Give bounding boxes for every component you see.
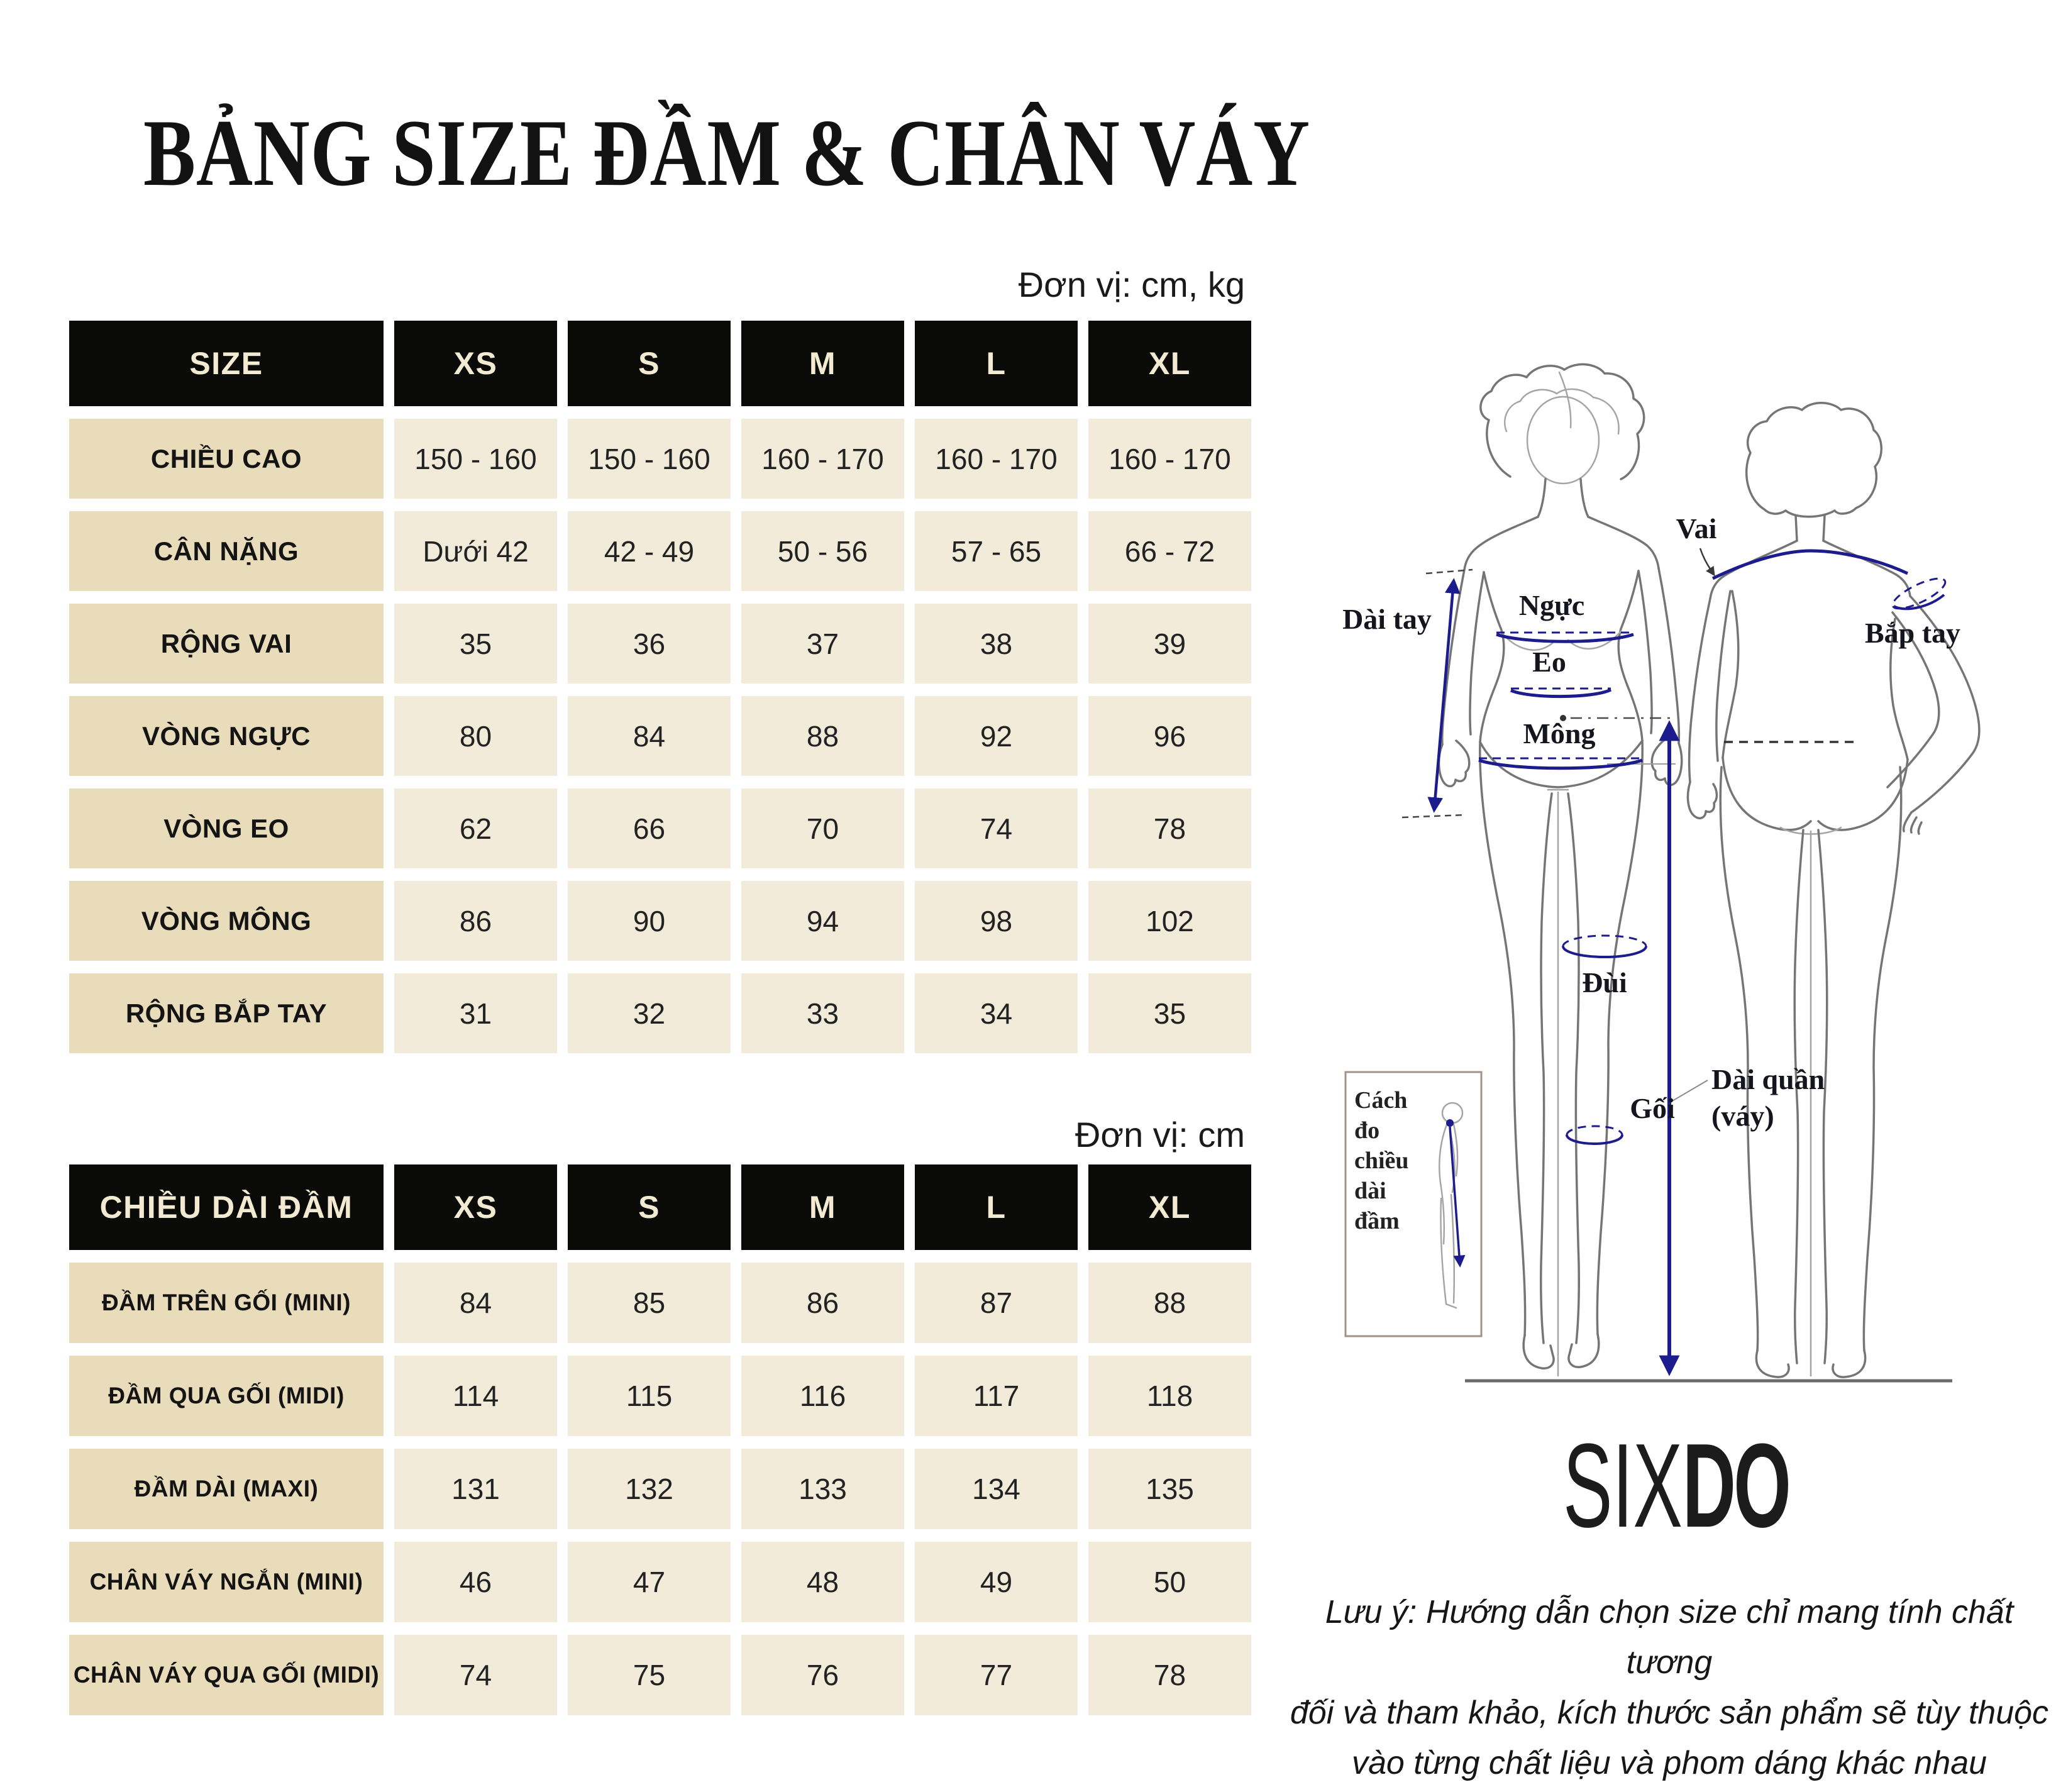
value-cell: 32 — [568, 973, 731, 1053]
inset-text-1: Cách — [1354, 1087, 1408, 1114]
note-line: vào từng chất liệu và phom dáng khác nhau — [1351, 1745, 1987, 1781]
value-cell: 86 — [741, 1263, 904, 1343]
row-label: CHÂN VÁY QUA GỐI (MIDI) — [69, 1635, 384, 1715]
value-cell: 96 — [1088, 696, 1251, 776]
value-cell: 39 — [1088, 604, 1251, 683]
length-table-header-s: S — [568, 1164, 731, 1250]
row-label: VÒNG NGỰC — [69, 696, 384, 776]
value-cell: 90 — [568, 881, 731, 961]
brand-logo-six: SIX — [1563, 1419, 1683, 1552]
length-table-header-m: M — [741, 1164, 904, 1250]
sleeve-top-tick — [1426, 570, 1473, 573]
unit-label-length-table: Đơn vị: cm — [1075, 1115, 1245, 1154]
length-table-header-l: L — [915, 1164, 1078, 1250]
inset-dot — [1446, 1119, 1454, 1127]
value-cell: 57 - 65 — [915, 511, 1078, 591]
value-cell: 115 — [568, 1356, 731, 1436]
size-table-header-xs: XS — [394, 321, 557, 406]
value-cell: 70 — [741, 788, 904, 868]
label-knee: Gối — [1630, 1092, 1675, 1124]
thigh-ellipse-bottom — [1563, 946, 1646, 957]
value-cell: 87 — [915, 1263, 1078, 1343]
value-cell: 37 — [741, 604, 904, 683]
waist-line — [1511, 690, 1611, 697]
value-cell: 98 — [915, 881, 1078, 961]
measurement-marks — [1402, 548, 1952, 1381]
value-cell: 84 — [394, 1263, 557, 1343]
row-label: VÒNG EO — [69, 788, 384, 868]
row-label: VÒNG MÔNG — [69, 881, 384, 961]
value-cell: 76 — [741, 1635, 904, 1715]
value-cell: 50 - 56 — [741, 511, 904, 591]
value-cell: 102 — [1088, 881, 1251, 961]
inset-text-5: đầm — [1354, 1208, 1400, 1234]
value-cell: 62 — [394, 788, 557, 868]
note-text — [1283, 1587, 2056, 1788]
value-cell: 116 — [741, 1356, 904, 1436]
label-shoulder: Vai — [1676, 512, 1717, 545]
value-cell: 36 — [568, 604, 731, 683]
row-label: ĐẦM DÀI (MAXI) — [69, 1449, 384, 1529]
value-cell: 34 — [915, 973, 1078, 1053]
label-waist: Eo — [1532, 646, 1566, 678]
label-hip: Mông — [1523, 717, 1596, 749]
value-cell: 50 — [1088, 1542, 1251, 1622]
value-cell: 48 — [741, 1542, 904, 1622]
brand-logo-do: DO — [1682, 1419, 1789, 1552]
chest-line — [1496, 634, 1633, 641]
value-cell: 131 — [394, 1449, 557, 1529]
note-line: Lưu ý: Hướng dẫn chọn size chỉ mang tính chất tương — [1325, 1594, 2014, 1681]
value-cell: 42 - 49 — [568, 511, 731, 591]
biceps-arc — [1894, 595, 1944, 609]
size-table — [69, 321, 1251, 1053]
unit-label-size-table: Đơn vị: cm, kg — [1018, 265, 1245, 304]
value-cell: 86 — [394, 881, 557, 961]
sleeve-bottom-tick — [1402, 815, 1465, 817]
size-table-header-m: M — [741, 321, 904, 406]
value-cell: Dưới 42 — [394, 511, 557, 591]
value-cell: 66 - 72 — [1088, 511, 1251, 591]
value-cell: 33 — [741, 973, 904, 1053]
page-title: BẢNG SIZE ĐẦM & CHÂN VÁY — [143, 100, 1310, 206]
value-cell: 85 — [568, 1263, 731, 1343]
value-cell: 80 — [394, 696, 557, 776]
label-thigh: Đùi — [1582, 966, 1627, 998]
value-cell: 135 — [1088, 1449, 1251, 1529]
length-table-header-label: CHIỀU DÀI ĐẦM — [69, 1164, 384, 1250]
size-table-header-xl: XL — [1088, 321, 1251, 406]
garment-label-pointer — [1671, 1080, 1708, 1102]
length-table — [69, 1164, 1251, 1715]
row-label: CHIỀU CAO — [69, 419, 384, 499]
value-cell: 74 — [394, 1635, 557, 1715]
value-cell: 133 — [741, 1449, 904, 1529]
inset-text-3: chiều — [1354, 1148, 1409, 1174]
value-cell: 92 — [915, 696, 1078, 776]
value-cell: 134 — [915, 1449, 1078, 1529]
thigh-ellipse-top — [1563, 936, 1646, 946]
row-label: ĐẦM QUA GỐI (MIDI) — [69, 1356, 384, 1436]
value-cell: 35 — [1088, 973, 1251, 1053]
value-cell: 66 — [568, 788, 731, 868]
value-cell: 77 — [915, 1635, 1078, 1715]
value-cell: 78 — [1088, 788, 1251, 868]
value-cell: 38 — [915, 604, 1078, 683]
label-garment-length-1: Dài quần — [1711, 1063, 1825, 1095]
value-cell: 114 — [394, 1356, 557, 1436]
value-cell: 94 — [741, 881, 904, 961]
row-label: RỘNG BẮP TAY — [69, 973, 384, 1053]
inset-text-2: đo — [1354, 1117, 1380, 1144]
row-label: RỘNG VAI — [69, 604, 384, 683]
body-measurement-diagram — [1257, 189, 2056, 1421]
shoulder-pointer-arrow — [1700, 548, 1714, 575]
label-chest: Ngực — [1518, 589, 1585, 621]
value-cell: 46 — [394, 1542, 557, 1622]
label-sleeve-length: Dài tay — [1342, 603, 1432, 635]
value-cell: 31 — [394, 973, 557, 1053]
row-label: CHÂN VÁY NGẮN (MINI) — [69, 1542, 384, 1622]
value-cell: 132 — [568, 1449, 731, 1529]
size-table-header-s: S — [568, 321, 731, 406]
value-cell: 117 — [915, 1356, 1078, 1436]
length-table-header-xs: XS — [394, 1164, 557, 1250]
row-label: ĐẦM TRÊN GỐI (MINI) — [69, 1263, 384, 1343]
value-cell: 118 — [1088, 1356, 1251, 1436]
label-garment-length-2: (váy) — [1711, 1100, 1774, 1132]
value-cell: 78 — [1088, 1635, 1251, 1715]
size-table-header-l: L — [915, 321, 1078, 406]
dress-length-inset — [1346, 1072, 1481, 1336]
label-biceps: Bắp tay — [1864, 617, 1961, 649]
length-table-header-xl: XL — [1088, 1164, 1251, 1250]
value-cell: 49 — [915, 1542, 1078, 1622]
value-cell: 84 — [568, 696, 731, 776]
value-cell: 160 - 170 — [1088, 419, 1251, 499]
brand-logo — [1563, 1419, 1789, 1552]
size-table-header-size: SIZE — [69, 321, 384, 406]
value-cell: 88 — [741, 696, 904, 776]
value-cell: 160 - 170 — [915, 419, 1078, 499]
back-figure — [1688, 403, 1979, 1377]
value-cell: 47 — [568, 1542, 731, 1622]
value-cell: 160 - 170 — [741, 419, 904, 499]
value-cell: 150 - 160 — [568, 419, 731, 499]
sleeve-length-arrow — [1434, 581, 1454, 810]
note-line: đối và tham khảo, kích thước sản phẩm sẽ tùy thuộc — [1290, 1695, 2049, 1731]
value-cell: 88 — [1088, 1263, 1251, 1343]
value-cell: 150 - 160 — [394, 419, 557, 499]
row-label: CÂN NẶNG — [69, 511, 384, 591]
value-cell: 35 — [394, 604, 557, 683]
value-cell: 75 — [568, 1635, 731, 1715]
value-cell: 74 — [915, 788, 1078, 868]
inset-text-4: dài — [1354, 1178, 1386, 1204]
